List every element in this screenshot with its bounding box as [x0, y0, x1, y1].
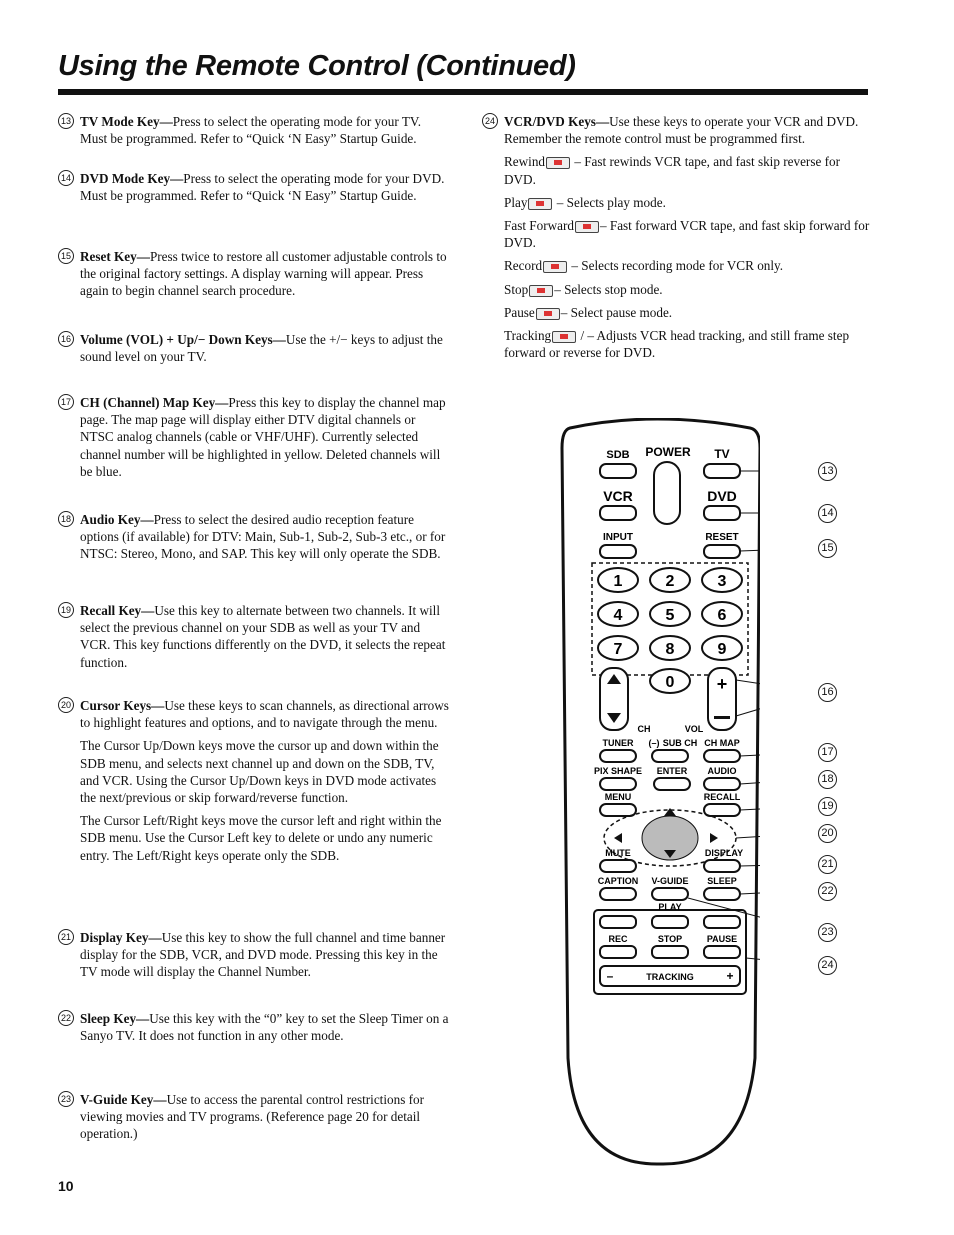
item-dvd-mode: [58, 170, 450, 210]
item-number: 15: [58, 248, 74, 264]
item-name: DVD Mode Key—: [80, 171, 184, 186]
fast-forward-icon: [575, 221, 599, 233]
sub-label: Record: [504, 258, 543, 274]
key-label-tv: TV: [714, 447, 730, 461]
enter-label: ENTER: [656, 766, 688, 776]
tracking-minus-label: –: [606, 969, 614, 983]
ch-map-label: CH MAP: [704, 738, 740, 748]
item-number: 19: [58, 602, 74, 618]
play-label: PLAY: [658, 902, 682, 912]
key-0-label: 0: [665, 674, 675, 691]
callout-17: 17: [818, 743, 837, 762]
item-name: Reset Key—: [80, 249, 150, 264]
item-text: Press twice to restore all customer adjustable controls to the original factory settings. A display warning will appear. Press again to begin channel search procedure.: [80, 249, 447, 299]
item-number: 13: [58, 113, 74, 129]
callout-14: 14: [818, 504, 837, 523]
volume-down-icon: [714, 716, 730, 719]
title-main: Using the Remote Control: [58, 50, 409, 82]
sub-label: Tracking: [504, 328, 552, 344]
callout-21: 21: [818, 855, 837, 874]
item-tv-mode: [58, 113, 450, 153]
enter-key: [654, 778, 690, 790]
key-label-dvd: DVD: [707, 488, 737, 504]
audio-label: AUDIO: [707, 766, 737, 776]
v-guide-key: [652, 888, 688, 900]
ch-map-key: [704, 750, 740, 762]
item-name: Recall Key—: [80, 603, 155, 618]
item-number: 20: [58, 697, 74, 713]
tuner-key: [600, 750, 636, 762]
tuner-label: TUNER: [602, 738, 634, 748]
callout-18: 18: [818, 770, 837, 789]
item-text: Use these keys to scan channels, as directional arrows to highlight features and options, and to navigate through the menu.: [80, 698, 449, 731]
item-name: V-Guide Key—: [80, 1092, 167, 1107]
page-title: [58, 50, 576, 83]
key-9-label: 9: [717, 641, 727, 658]
dvd-key: [704, 506, 740, 520]
item-number: 23: [58, 1091, 74, 1107]
display-key: [704, 860, 740, 872]
stop-key: [652, 946, 688, 958]
key-label-sdb: SDB: [606, 449, 630, 461]
item-audio: [58, 511, 450, 569]
rewind-icon: [546, 157, 570, 169]
caption-key: [600, 888, 636, 900]
item-name: CH (Channel) Map Key—: [80, 395, 229, 410]
sub-label: Fast Forward: [504, 218, 574, 234]
key-1-label: 1: [613, 573, 623, 590]
rewind-key: [600, 916, 636, 928]
sub-desc: – Selects stop mode.: [554, 281, 663, 297]
key-label-input: INPUT: [603, 532, 633, 543]
item-name: Sleep Key—: [80, 1011, 150, 1026]
sub-pause: [504, 304, 872, 321]
vcr-key: [600, 506, 636, 520]
ch-label: CH: [637, 724, 651, 734]
sub-desc: – Fast forward VCR tape, and fast skip forward for DVD.: [504, 218, 870, 251]
sub-fast-forward: [504, 217, 872, 251]
item-reset: [58, 248, 450, 306]
mute-key: [600, 860, 636, 872]
item-text: Use the +/− keys to adjust the sound level on your TV.: [80, 332, 443, 365]
play-icon: [528, 198, 552, 210]
item-name: Cursor Keys—: [80, 698, 165, 713]
item-ch-map: [58, 394, 450, 486]
title-rule: [58, 89, 868, 95]
item-v-guide: [58, 1091, 450, 1149]
callout-19: 19: [818, 797, 837, 816]
recall-key: [704, 804, 740, 816]
callout-20: 20: [818, 824, 837, 843]
sub-desc: – Fast rewinds VCR tape, and fast skip reverse for DVD.: [504, 154, 840, 187]
item-extra-paragraph: The Cursor Left/Right keys move the cursor left and right within the SDB menu. Use the Cursor Left key to delete or undo any numeric entry. The Left/Right keys operate only the SDB.: [80, 813, 442, 863]
key-label-reset: RESET: [705, 532, 739, 543]
callout-24: 24: [818, 956, 837, 975]
title-sub: (Continued): [416, 50, 576, 82]
sub-tracking: [504, 327, 872, 361]
item-display: [58, 929, 450, 987]
caption-label: CAPTION: [597, 876, 639, 886]
rec-label: REC: [608, 934, 628, 944]
item-extra-paragraph: The Cursor Up/Down keys move the cursor up and down within the SDB menu, and selects next channel up and down on the SDB, TV, and VCR. Using the Cursor Up/Down keys in DVD mode activates the next/previous or skip forward/reverse function.: [80, 738, 439, 806]
item-cursor: [58, 697, 450, 870]
sub-label: Play: [504, 194, 528, 210]
item-name: TV Mode Key—: [80, 114, 173, 129]
stop-label: STOP: [657, 934, 683, 944]
callout-16: 16: [818, 683, 837, 702]
key-2-label: 2: [665, 573, 675, 590]
item-text: Press to select the operating mode for your TV. Must be programmed. Refer to “Quick ‘N Easy” Startup Guide.: [80, 114, 421, 147]
key-label-vcr: VCR: [603, 488, 633, 504]
mute-label: MUTE: [605, 848, 631, 858]
item-text: Use these keys to operate your VCR and DVD. Remember the remote control must be programmed first.: [504, 114, 859, 147]
tracking-minus-icon: [552, 331, 576, 343]
play-key: [652, 916, 688, 928]
item-number: 22: [58, 1010, 74, 1026]
sub-rewind: [504, 153, 872, 187]
key-4-label: 4: [613, 607, 623, 624]
sub-label: Stop: [504, 281, 529, 297]
item-number: 21: [58, 929, 74, 945]
power-key: [654, 462, 680, 524]
item-vcr-dvd: [482, 113, 872, 367]
pix-shape-label: PIX SHAPE: [593, 766, 643, 776]
item-name: Display Key—: [80, 930, 162, 945]
rec-key: [600, 946, 636, 958]
item-text: Use this key to show the full channel and time banner display for the SDB, VCR, and DVD mode. Pressing this key in the TV mode will display the Channel Number.: [80, 930, 446, 980]
sub-desc: – Select pause mode.: [560, 304, 673, 320]
tv-key: [704, 464, 740, 478]
recall-label: RECALL: [703, 792, 741, 802]
item-name: Volume (VOL) + Up/− Down Keys—: [80, 332, 286, 347]
sub-stop: [504, 281, 872, 298]
item-text: Press this key to display the channel map page. The map page will display either DTV digital channels or NTSC analog channels (cable or VHF/UHF). Currently selected channel number will be highlighted in yellow. Deleted channels will be blue.: [80, 395, 446, 479]
item-name: VCR/DVD Keys—: [504, 114, 610, 129]
v-guide-label: V-GUIDE: [651, 876, 689, 886]
vol-label: VOL: [684, 724, 704, 734]
key-5-label: 5: [665, 607, 675, 624]
item-volume: [58, 331, 450, 371]
page-number: 10: [58, 1178, 74, 1194]
sub-ch-label: SUB CH: [662, 738, 698, 748]
item-text: Use to access the parental control restrictions for viewing movies and TV programs. (Reference page 20 for detail operation.): [80, 1092, 425, 1142]
item-text: Use this key to alternate between two channels. It will select the previous channel on your SDB as well as your TV and VCR. This key functions differently on the DVD, it selects the repeat function.: [80, 603, 446, 670]
sub-desc: / – Adjusts VCR head tracking, and still frame step forward or reverse for DVD.: [504, 328, 850, 361]
item-recall: [58, 602, 450, 677]
pause-key: [704, 946, 740, 958]
item-name: Audio Key—: [80, 512, 154, 527]
pause-icon: [536, 308, 560, 320]
callout-23: 23: [818, 923, 837, 942]
key-3-label: 3: [717, 573, 727, 590]
tracking-label: TRACKING: [646, 972, 694, 982]
menu-key: [600, 804, 636, 816]
sleep-key: [704, 888, 740, 900]
key-6-label: 6: [717, 607, 727, 624]
key-8-label: 8: [665, 641, 675, 658]
dash-label: (–): [648, 738, 660, 748]
item-sleep: [58, 1010, 450, 1050]
sdb-key: [600, 464, 636, 478]
sleep-label: SLEEP: [707, 876, 737, 886]
item-text: Use this key with the “0” key to set the Sleep Timer on a Sanyo TV. It does not function in any other mode.: [80, 1011, 449, 1044]
audio-key: [704, 778, 740, 790]
sub-play: [504, 194, 872, 211]
callout-15: 15: [818, 539, 837, 558]
item-text: Press to select the desired audio reception feature options (if available) for DTV: Main, Sub-1, Sub-2, Sub-3 etc., or for NTSC: Stereo, Mono, and SAP. This key will only operate the SDB.: [80, 512, 446, 562]
item-number: 24: [482, 113, 498, 129]
stop-icon: [529, 285, 553, 297]
item-number: 16: [58, 331, 74, 347]
tracking-plus-label: +: [726, 969, 734, 983]
item-text: Press to select the operating mode for your DVD. Must be programmed. Refer to “Quick ‘N Easy” Startup Guide.: [80, 171, 445, 204]
item-number: 17: [58, 394, 74, 410]
callout-13: 13: [818, 462, 837, 481]
input-key: [600, 545, 636, 558]
sub-label: Rewind: [504, 154, 546, 170]
key-7-label: 7: [613, 641, 623, 658]
display-label: DISPLAY: [704, 848, 744, 858]
menu-label: MENU: [604, 792, 632, 802]
fast-forward-key: [704, 916, 740, 928]
record-icon: [543, 261, 567, 273]
item-number: 18: [58, 511, 74, 527]
volume-up-icon: +: [716, 674, 728, 694]
reset-key: [704, 545, 740, 558]
sub-ch-key: [652, 750, 688, 762]
pix-shape-key: [600, 778, 636, 790]
remote-control-illustration: [560, 418, 760, 1166]
sub-label: Pause: [504, 304, 535, 320]
sub-desc: – Selects play mode.: [556, 194, 666, 210]
sub-record: [504, 257, 872, 274]
callout-22: 22: [818, 882, 837, 901]
key-label-power: POWER: [645, 445, 691, 459]
sub-desc: – Selects recording mode for VCR only.: [571, 258, 784, 274]
item-number: 14: [58, 170, 74, 186]
pause-label: PAUSE: [706, 934, 738, 944]
